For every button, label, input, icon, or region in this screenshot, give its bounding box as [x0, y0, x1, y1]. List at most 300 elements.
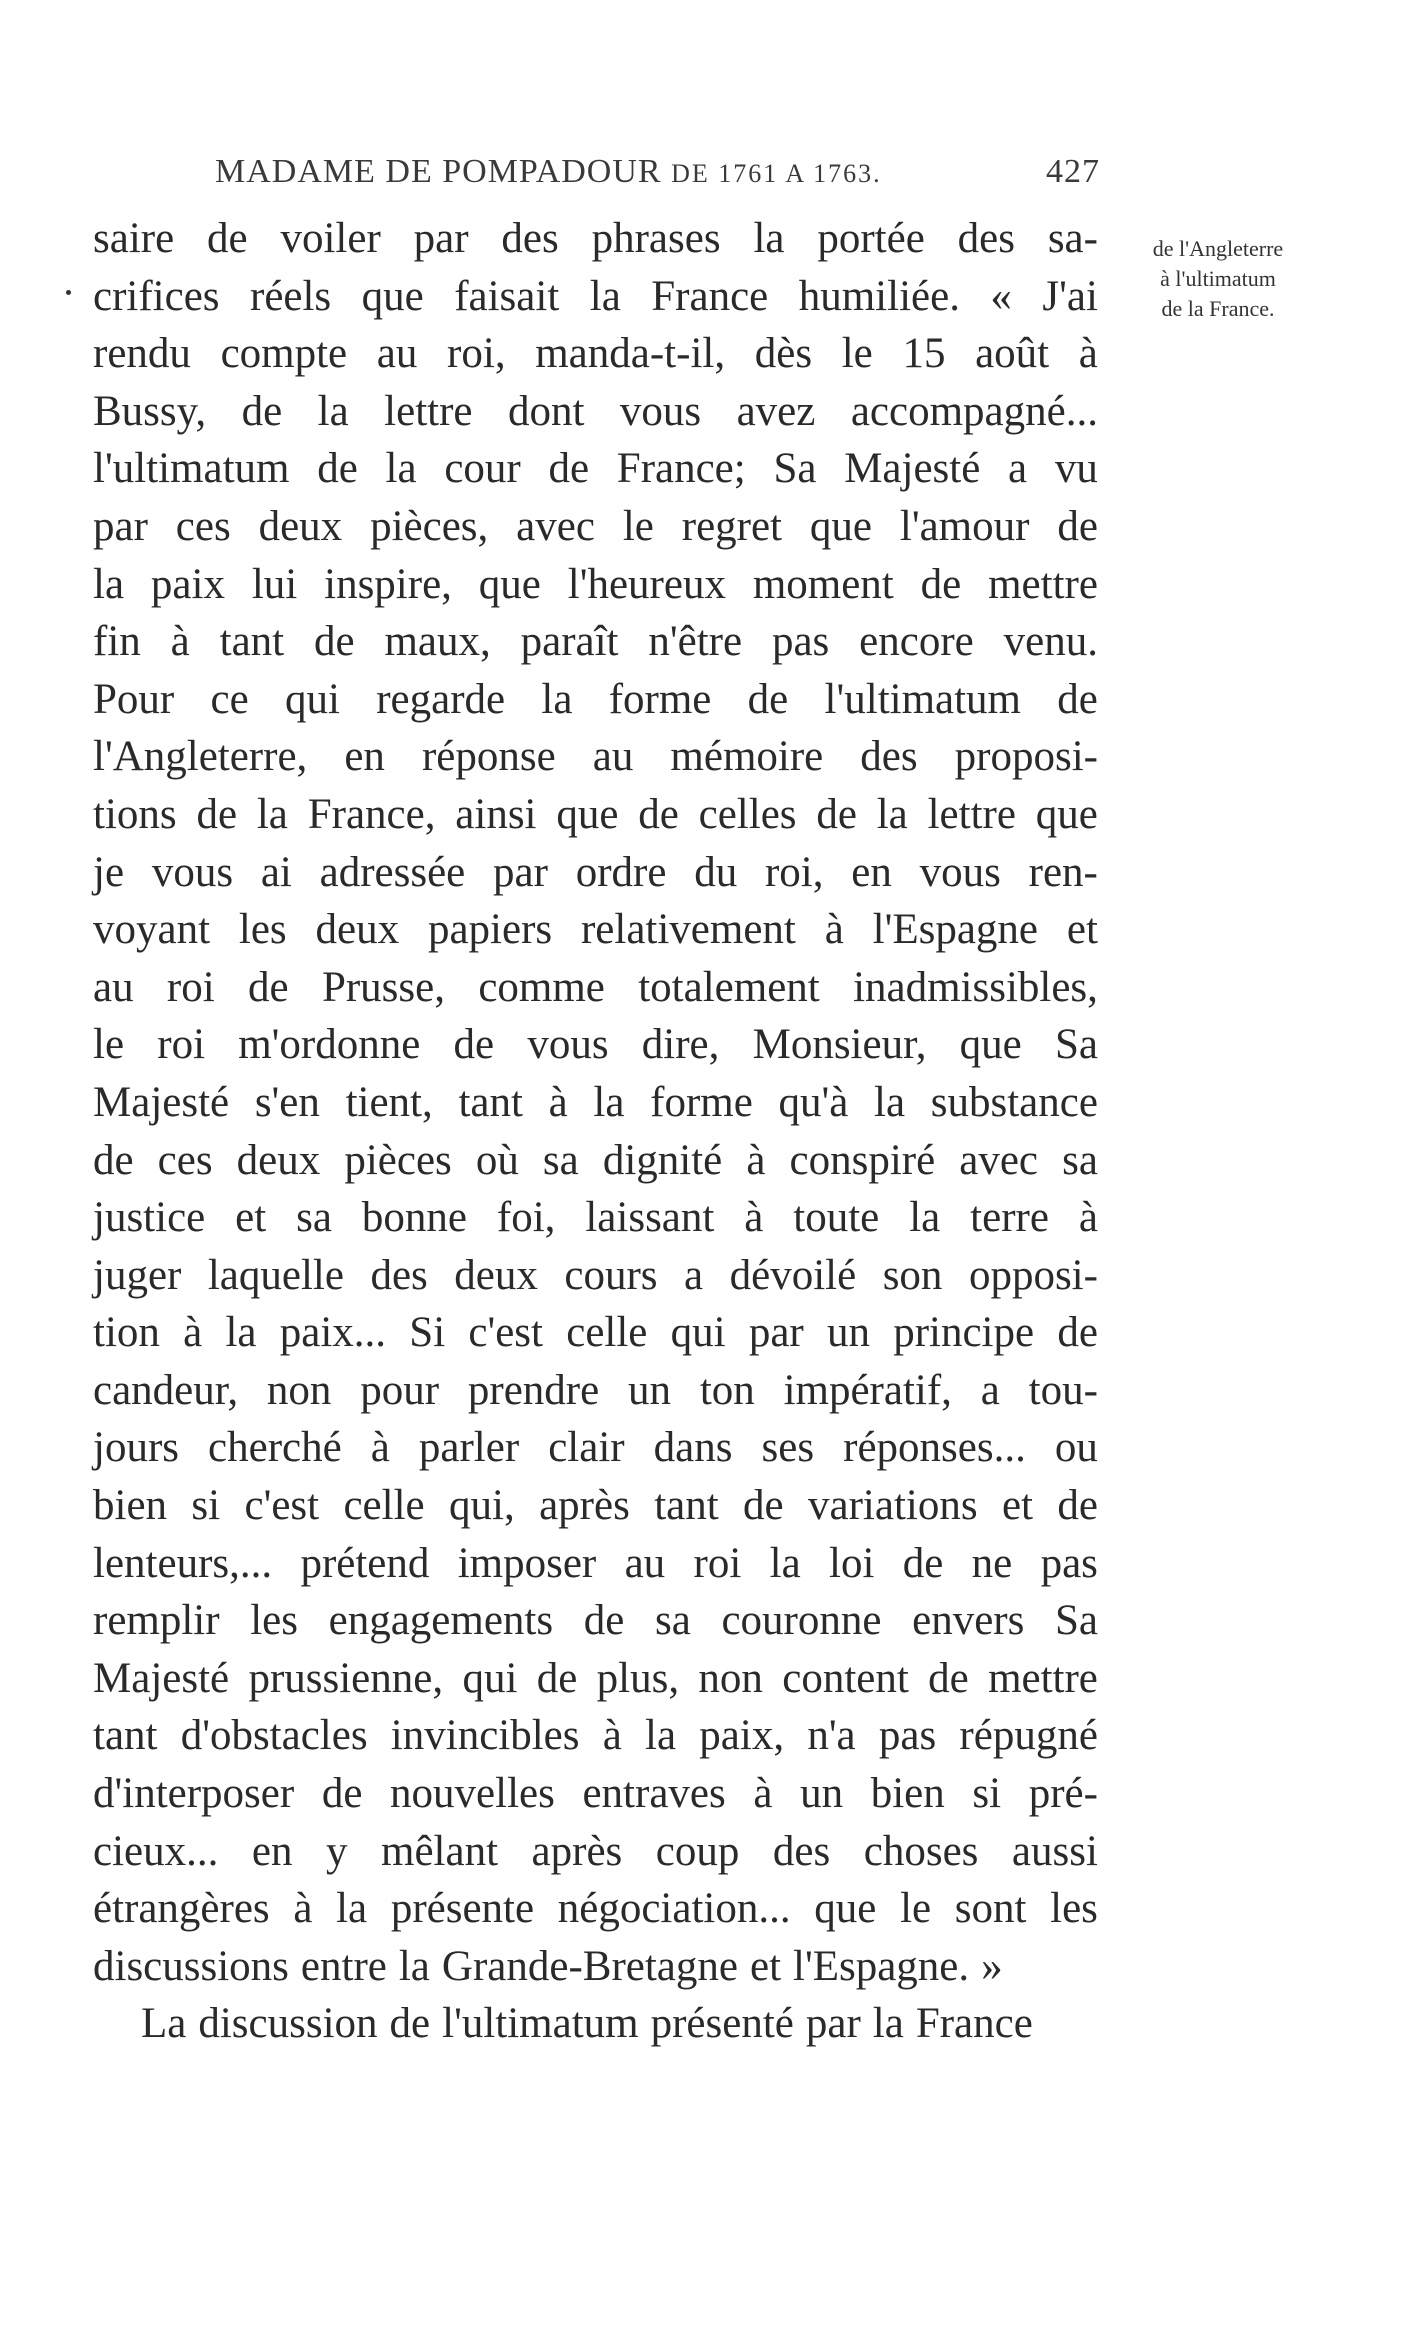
word: l'Espagne	[872, 906, 1039, 954]
word: répugné	[959, 1712, 1098, 1760]
word: Bussy,	[93, 387, 207, 435]
word: par	[493, 848, 548, 896]
word: à	[1078, 1194, 1098, 1242]
word: aussi	[1011, 1827, 1098, 1875]
word: qui	[462, 1654, 518, 1702]
word: La	[141, 2000, 187, 2048]
word: candeur,	[93, 1366, 239, 1414]
text-line	[93, 1765, 1098, 1823]
word: de	[248, 963, 289, 1011]
word: dignité	[602, 1136, 723, 1184]
word: la	[256, 790, 288, 838]
word: remplir	[93, 1597, 220, 1645]
word: encore	[859, 618, 974, 666]
word: l'Angleterre,	[93, 733, 308, 781]
word: variations	[808, 1482, 978, 1530]
word: relativement	[580, 906, 796, 954]
word: de	[902, 1539, 944, 1587]
word: cherché	[208, 1424, 342, 1472]
word: que	[556, 790, 619, 838]
text-line	[93, 728, 1098, 786]
word: avec	[959, 1136, 1039, 1184]
word: les	[250, 1597, 298, 1645]
word: Majesté	[93, 1654, 230, 1702]
word: pour	[360, 1366, 440, 1414]
word: négociation...	[557, 1885, 791, 1933]
word: et	[749, 1942, 782, 1990]
word: la	[336, 1885, 368, 1933]
word: de	[389, 2000, 431, 2048]
word: Si	[409, 1309, 446, 1357]
word: forme	[608, 675, 712, 723]
word: les	[1050, 1885, 1098, 1933]
word: tions	[93, 790, 177, 838]
word: couronne	[721, 1597, 882, 1645]
word: à	[170, 618, 190, 666]
word: inspire,	[324, 560, 452, 608]
word: ces	[175, 502, 231, 550]
word: deux	[258, 502, 343, 550]
word: France	[651, 272, 769, 320]
word: sa	[296, 1194, 332, 1242]
word: l'heureux	[567, 560, 726, 608]
word: de	[317, 445, 358, 493]
word: mêlant	[381, 1827, 499, 1875]
word: l'Espagne.	[793, 1942, 970, 1990]
word: y	[326, 1827, 348, 1875]
word: l'amour	[899, 502, 1030, 550]
word: la	[645, 1712, 677, 1760]
word: paix,	[699, 1712, 785, 1760]
word: cieux...	[93, 1827, 219, 1875]
word: du	[694, 848, 738, 896]
word: discussion	[198, 2000, 378, 2048]
word: jours	[93, 1424, 179, 1472]
word: présente	[390, 1885, 535, 1933]
word: des	[772, 1827, 831, 1875]
word: voiler	[280, 215, 381, 262]
word: je	[93, 848, 125, 896]
word: la	[909, 1194, 941, 1242]
word: bonne	[361, 1194, 467, 1242]
word: justice	[93, 1194, 206, 1242]
word: mémoire	[670, 733, 824, 781]
word: un	[826, 1309, 870, 1357]
word: content	[782, 1654, 909, 1702]
word: dévoilé	[729, 1251, 857, 1299]
word: la	[541, 675, 573, 723]
word: sa-	[1047, 215, 1098, 262]
word: Grande-Bretagne	[441, 1942, 738, 1990]
word: sa	[1062, 1136, 1098, 1184]
word: par	[748, 1309, 804, 1357]
text-line	[93, 671, 1098, 729]
word: de	[816, 790, 857, 838]
word: en	[251, 1827, 293, 1875]
word: de	[743, 1482, 784, 1530]
word: regret	[681, 502, 783, 550]
word: qu'à	[778, 1078, 849, 1126]
page-number: 427	[1046, 153, 1100, 190]
text-line	[93, 1419, 1098, 1477]
word: roi	[166, 963, 215, 1011]
word: lenteurs,...	[93, 1539, 273, 1587]
marginal-note-line: à l'ultimatum	[1160, 266, 1276, 291]
word: tant	[458, 1078, 523, 1126]
word: bien	[870, 1770, 945, 1818]
word: avez	[736, 387, 816, 435]
word: portée	[817, 215, 925, 262]
word: un	[800, 1770, 844, 1818]
word: par	[805, 2000, 861, 2048]
word: de	[241, 387, 283, 435]
word: a	[1008, 445, 1028, 493]
word: m'ordonne	[238, 1021, 421, 1069]
word: l'ultimatum	[824, 675, 1022, 723]
word: s'en	[254, 1078, 320, 1126]
running-title-main: MADAME DE POMPADOUR	[215, 153, 662, 190]
text-line	[93, 1938, 1098, 1996]
word: la	[769, 1539, 801, 1587]
word: a	[684, 1251, 704, 1299]
word: à	[370, 1424, 390, 1472]
text-line	[93, 1362, 1098, 1420]
word: à	[1078, 330, 1098, 378]
word: la	[872, 2000, 904, 2048]
word: Sa	[773, 445, 817, 493]
word: rendu	[93, 330, 191, 378]
word: au	[93, 963, 134, 1011]
word: tant	[654, 1482, 719, 1530]
word: roi,	[764, 848, 824, 896]
word: principe	[893, 1309, 1035, 1357]
word: c'est	[244, 1482, 320, 1530]
word: proposi-	[954, 733, 1098, 781]
word: où	[475, 1136, 519, 1184]
word: la	[589, 272, 621, 320]
word: mettre	[988, 560, 1098, 608]
word: tant	[93, 1712, 158, 1760]
word: des	[501, 215, 559, 262]
word: les	[238, 906, 287, 954]
word: opposi-	[968, 1251, 1098, 1299]
word: adressée	[319, 848, 466, 896]
word: réponses...	[843, 1424, 1026, 1472]
word: à	[293, 1885, 313, 1933]
word: ordre	[575, 848, 667, 896]
word: juger	[93, 1251, 182, 1299]
word: France	[915, 2000, 1033, 2048]
word: Majesté	[93, 1078, 230, 1126]
word: lui	[251, 560, 298, 608]
word: pré-	[1028, 1770, 1098, 1818]
word: paix	[150, 560, 225, 608]
word: tou-	[1028, 1366, 1098, 1414]
word: après	[539, 1482, 630, 1530]
text-line	[93, 1074, 1098, 1132]
word: vous	[527, 1021, 609, 1069]
word: l'ultimatum	[93, 445, 290, 493]
word: celle	[343, 1482, 425, 1530]
word: que	[361, 272, 424, 320]
word: bien	[93, 1482, 168, 1530]
word: que	[1035, 790, 1098, 838]
word: Monsieur,	[752, 1021, 927, 1069]
word: de	[207, 215, 248, 262]
word: de	[583, 1597, 625, 1645]
word: accompagné...	[850, 387, 1098, 435]
word: d'obstacles	[180, 1712, 368, 1760]
word: imposer	[457, 1539, 597, 1587]
word: pas	[878, 1712, 937, 1760]
word: non	[266, 1366, 332, 1414]
word: sa	[655, 1597, 691, 1645]
word: venu.	[1003, 618, 1098, 666]
word: roi	[157, 1021, 206, 1069]
word: à	[744, 1194, 764, 1242]
word: celle	[566, 1309, 648, 1357]
word: Sa	[1054, 1597, 1098, 1645]
word: au	[376, 330, 418, 378]
word: parler	[418, 1424, 520, 1472]
word: laquelle	[207, 1251, 344, 1299]
word: au	[624, 1539, 666, 1587]
word: papiers	[427, 906, 553, 954]
word: pas	[1040, 1539, 1098, 1587]
word: «	[990, 272, 1012, 320]
running-head	[215, 153, 1100, 193]
word: phrases	[591, 215, 721, 262]
word: faisait	[454, 272, 560, 320]
word: inadmissibles,	[853, 963, 1098, 1011]
word: 15	[902, 330, 946, 378]
word: forme	[650, 1078, 753, 1126]
word: qui	[670, 1309, 726, 1357]
word: »	[981, 1942, 1003, 1990]
word: Sa	[1054, 1021, 1098, 1069]
word: que	[814, 1885, 877, 1933]
word: compte	[220, 330, 348, 378]
word: dès	[754, 330, 813, 378]
word: plus,	[596, 1654, 680, 1702]
word: maux,	[384, 618, 491, 666]
word: de	[536, 1654, 578, 1702]
text-line	[93, 498, 1098, 556]
text-line	[93, 1823, 1098, 1881]
text-line	[93, 1650, 1098, 1708]
text-line	[93, 1880, 1098, 1938]
word: ou	[1054, 1424, 1098, 1472]
word: la	[385, 445, 417, 493]
word: réponse	[421, 733, 556, 781]
word: c'est	[468, 1309, 543, 1357]
word: lettre	[384, 387, 473, 435]
word: manda-t-il,	[535, 330, 726, 378]
word: ses	[761, 1424, 815, 1472]
word: prussienne,	[248, 1654, 444, 1702]
word: non	[698, 1654, 763, 1702]
marginal-note-line: de l'Angleterre	[1152, 236, 1284, 261]
text-line	[93, 210, 1098, 268]
word: ren-	[1028, 848, 1098, 896]
word: entre	[300, 1942, 387, 1990]
word: deux	[454, 1251, 538, 1299]
word: pièces,	[370, 502, 489, 550]
text-line	[93, 901, 1098, 959]
word: entraves	[582, 1770, 726, 1818]
word: de	[313, 618, 355, 666]
marginal-note	[1118, 234, 1318, 324]
word: envers	[912, 1597, 1025, 1645]
word: étrangères	[93, 1885, 270, 1933]
word: substance	[930, 1078, 1098, 1126]
word: France;	[616, 445, 746, 493]
text-line	[93, 1477, 1098, 1535]
word: avec	[516, 502, 595, 550]
word: toute	[793, 1194, 880, 1242]
word: loi	[829, 1539, 875, 1587]
text-line	[93, 1535, 1098, 1593]
word: dans	[653, 1424, 733, 1472]
word: par	[93, 502, 148, 550]
word: terre	[970, 1194, 1049, 1242]
word: fin	[93, 618, 141, 666]
word: si	[972, 1770, 1002, 1818]
word: des	[860, 733, 918, 781]
word: crifices	[93, 272, 220, 320]
word: ai	[260, 848, 292, 896]
word: au	[592, 733, 634, 781]
word: paraît	[520, 618, 619, 666]
text-line	[93, 383, 1098, 441]
word: deux	[236, 1136, 321, 1184]
word: et	[1001, 1482, 1034, 1530]
word: un	[628, 1366, 671, 1414]
word: à	[753, 1770, 773, 1818]
word: de	[93, 1136, 134, 1184]
word: vous	[919, 848, 1001, 896]
word: des	[957, 215, 1015, 262]
word: J'ai	[1042, 272, 1098, 320]
word: la	[93, 560, 125, 608]
word: pièces	[344, 1136, 452, 1184]
word: foi,	[496, 1194, 556, 1242]
word: sa	[542, 1136, 579, 1184]
word: la	[593, 1078, 625, 1126]
running-title-dates: DE 1761 A 1763.	[671, 159, 882, 188]
word: la	[398, 1942, 430, 1990]
text-line	[93, 556, 1098, 614]
word: ton	[699, 1366, 755, 1414]
word: celles	[698, 790, 797, 838]
word: a	[980, 1366, 1000, 1414]
text-line	[93, 1707, 1098, 1765]
word: par	[413, 215, 469, 262]
word: dont	[507, 387, 585, 435]
word: tant	[219, 618, 285, 666]
word: de	[747, 675, 789, 723]
text-line	[93, 1132, 1098, 1190]
word: et	[1066, 906, 1098, 954]
word: vu	[1054, 445, 1098, 493]
word: la	[317, 387, 349, 435]
word: paix...	[279, 1309, 387, 1357]
word: vous	[151, 848, 234, 896]
text-line	[93, 440, 1098, 498]
word: Pour	[93, 675, 175, 723]
text-line	[93, 1247, 1098, 1305]
word: la	[753, 215, 785, 262]
word: août	[975, 330, 1050, 378]
word: à	[602, 1712, 622, 1760]
word: n'être	[648, 618, 743, 666]
running-title	[215, 153, 882, 191]
text-line	[93, 959, 1098, 1017]
word: de	[1057, 1309, 1098, 1357]
text-line	[93, 1189, 1098, 1247]
word: que	[809, 502, 872, 550]
word: de	[920, 560, 962, 608]
word: voyant	[93, 906, 211, 954]
word: de	[928, 1654, 969, 1702]
word: sont	[954, 1885, 1027, 1933]
word: de	[1057, 1482, 1098, 1530]
word: en	[851, 848, 892, 896]
word: tient,	[345, 1078, 433, 1126]
word: vous	[619, 387, 702, 435]
word: roi	[693, 1539, 742, 1587]
word: de	[548, 445, 590, 493]
word: dire,	[641, 1021, 720, 1069]
word: de	[1057, 502, 1098, 550]
word: cours	[564, 1251, 658, 1299]
word: France,	[307, 790, 436, 838]
word: Majesté	[844, 445, 981, 493]
text-line	[93, 325, 1098, 383]
word: deux	[315, 906, 400, 954]
word: coup	[655, 1827, 740, 1875]
word: laissant	[585, 1194, 715, 1242]
word: lettre	[927, 790, 1016, 838]
word: impératif,	[783, 1366, 952, 1414]
text-line	[93, 1016, 1098, 1074]
word: des	[370, 1251, 428, 1299]
word: roi,	[447, 330, 506, 378]
text-line	[93, 1304, 1098, 1362]
text-line	[93, 844, 1098, 902]
word: prétend	[300, 1539, 430, 1587]
word: prendre	[467, 1366, 600, 1414]
word: ne	[971, 1539, 1013, 1587]
word: moment	[752, 560, 894, 608]
word: que	[959, 1021, 1022, 1069]
word: après	[531, 1827, 623, 1875]
word: de	[321, 1770, 363, 1818]
word: ainsi	[455, 790, 537, 838]
word: mettre	[988, 1654, 1098, 1702]
word: ces	[157, 1136, 213, 1184]
word: d'interposer	[93, 1770, 295, 1818]
word: de	[196, 790, 238, 838]
word: de	[638, 790, 679, 838]
word: réels	[250, 272, 332, 320]
word: qui	[284, 675, 340, 723]
word: totalement	[638, 963, 820, 1011]
word: pas	[771, 618, 830, 666]
word: la	[874, 1078, 906, 1126]
word: saire	[93, 215, 175, 262]
word: qui,	[449, 1482, 515, 1530]
